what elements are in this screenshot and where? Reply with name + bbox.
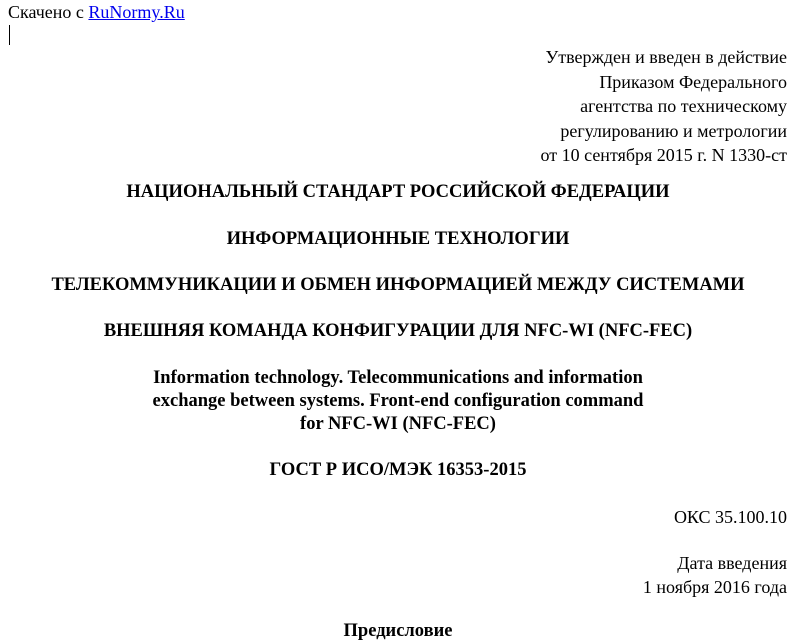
approval-line: Приказом Федерального bbox=[599, 71, 787, 92]
english-title-line: Information technology. Telecommunications and information bbox=[153, 368, 643, 388]
national-standard-heading: НАЦИОНАЛЬНЫЙ СТАНДАРТ РОССИЙСКОЙ ФЕДЕРАЦИИ bbox=[126, 182, 670, 202]
approval-line: агентства по техническому bbox=[580, 96, 787, 116]
source-line bbox=[8, 1, 185, 23]
telecom-heading: ТЕЛЕКОММУНИКАЦИИ И ОБМЕН ИНФОРМАЦИЕЙ МЕЖДУ СИСТЕМАМИ bbox=[51, 275, 745, 295]
english-title-line: for NFC-WI (NFC-FEC) bbox=[300, 414, 496, 434]
english-title-line: exchange between systems. Front-end configuration command bbox=[152, 391, 644, 411]
oks-code: ОКС 35.100.10 bbox=[673, 507, 787, 527]
intro-date-value: 1 ноября 2016 года bbox=[642, 577, 787, 597]
command-heading: ВНЕШНЯЯ КОМАНДА КОНФИГУРАЦИИ ДЛЯ NFC-WI (NFC-FEC) bbox=[103, 321, 693, 341]
info-tech-heading: ИНФОРМАЦИОННЫЕ ТЕХНОЛОГИИ bbox=[226, 229, 570, 249]
english-title bbox=[0, 367, 790, 436]
source-prefix: Скачено с bbox=[8, 2, 89, 22]
intro-date-label: Дата введения bbox=[677, 553, 787, 573]
intro-date-block bbox=[643, 551, 787, 599]
gost-number: ГОСТ Р ИСО/МЭК 16353-2015 bbox=[269, 460, 527, 480]
approval-line: Утвержден и введен в действие bbox=[545, 47, 787, 67]
approval-line: от 10 сентября 2015 г. N 1330-ст bbox=[540, 145, 787, 165]
text-cursor bbox=[9, 25, 10, 45]
approval-block bbox=[540, 45, 787, 168]
approval-line: регулированию и метрологии bbox=[560, 120, 787, 141]
runormy-link[interactable]: RuNormy.Ru bbox=[88, 2, 185, 22]
preface-heading: Предисловие bbox=[343, 621, 453, 641]
